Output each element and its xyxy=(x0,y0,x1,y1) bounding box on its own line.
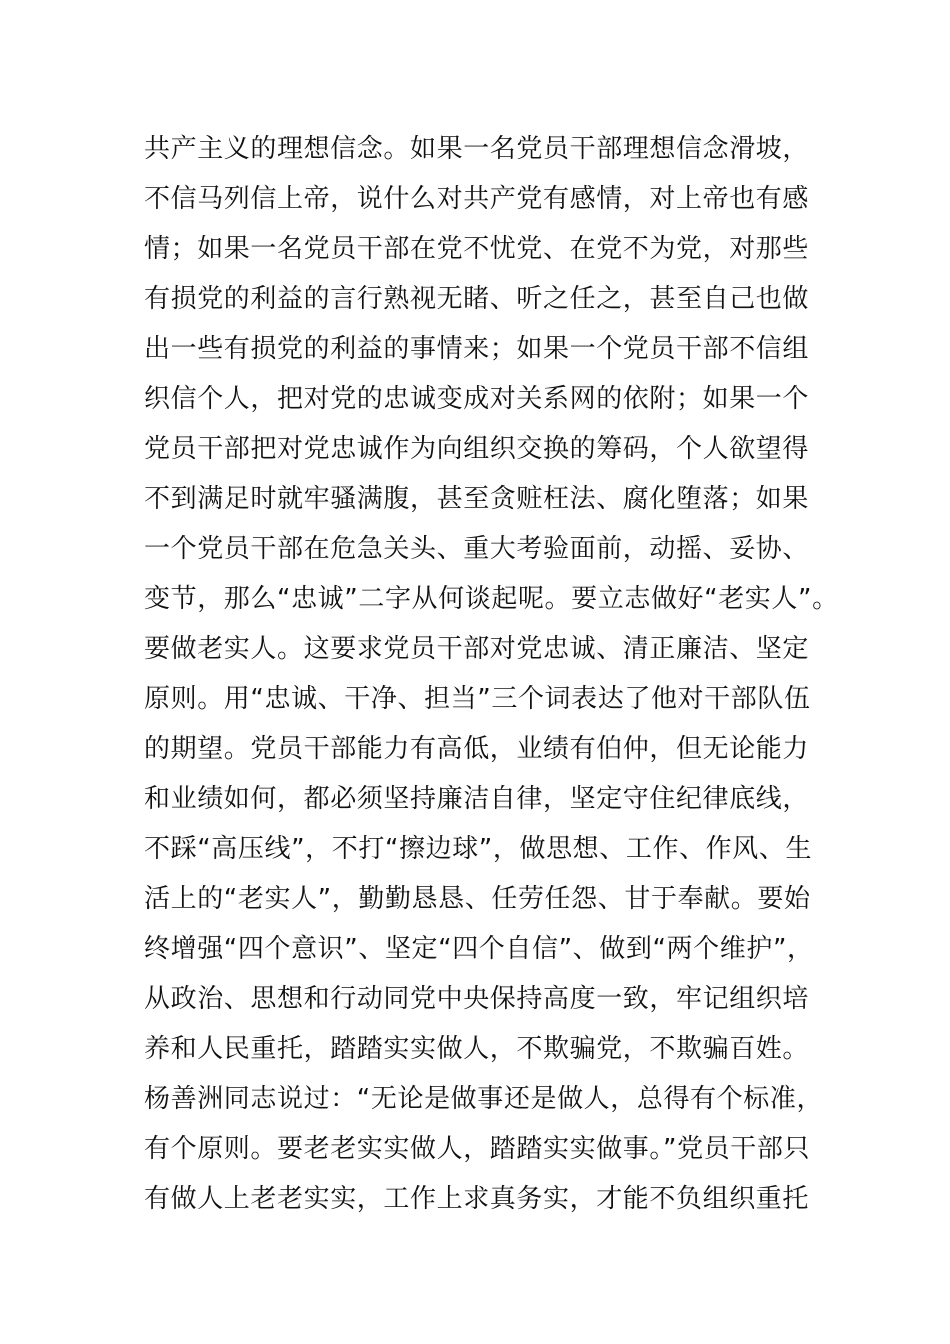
text-line: 不信马列信上帝，说什么对共产党有感情，对上帝也有感 xyxy=(144,184,810,214)
text-line: 活上的“老实人”，勤勤恳恳、任劳任怨、甘于奉献。要始 xyxy=(144,884,811,914)
text-line: 要做老实人。这要求党员干部对党忠诚、清正廉洁、坚定 xyxy=(144,634,810,664)
text-line: 织信个人，把对党的忠诚变成对关系网的依附；如果一个 xyxy=(144,384,810,414)
text-line: 杨善洲同志说过：“无论是做事还是做人，总得有个标准， xyxy=(144,1084,824,1114)
text-line: 变节，那么“忠诚”二字从何谈起呢。要立志做好“老实人”。 xyxy=(144,584,839,614)
text-line: 养和人民重托，踏踏实实做人，不欺骗党，不欺骗百姓。 xyxy=(144,1034,810,1064)
text-line: 不到满足时就牢骚满腹，甚至贪赃枉法、腐化堕落；如果 xyxy=(144,484,810,514)
text-line: 有做人上老老实实，工作上求真务实，才能不负组织重托 xyxy=(144,1184,810,1214)
text-line: 从政治、思想和行动同党中央保持高度一致，牢记组织培 xyxy=(144,984,810,1014)
text-line: 出一些有损党的利益的事情来；如果一个党员干部不信组 xyxy=(144,334,810,364)
text-line: 不踩“高压线”，不打“擦边球”，做思想、工作、作风、生 xyxy=(144,834,813,864)
text-line: 和业绩如何，都必须坚持廉洁自律，坚定守住纪律底线， xyxy=(144,784,810,814)
body-text xyxy=(144,124,839,1224)
text-line: 原则。用“忠诚、干净、担当”三个词表达了他对干部队伍 xyxy=(144,684,811,714)
text-line: 党员干部把对党忠诚作为向组织交换的筹码，个人欲望得 xyxy=(144,434,810,464)
text-line: 共产主义的理想信念。如果一名党员干部理想信念滑坡， xyxy=(144,134,810,164)
text-line: 终增强“四个意识”、坚定“四个自信”、做到“两个维护”， xyxy=(144,934,814,964)
text-line: 有个原则。要老老实实做人，踏踏实实做事。”党员干部只 xyxy=(144,1134,811,1164)
text-line: 的期望。党员干部能力有高低，业绩有伯仲，但无论能力 xyxy=(144,734,810,764)
text-line: 情；如果一名党员干部在党不忧党、在党不为党，对那些 xyxy=(144,234,810,264)
text-line: 有损党的利益的言行熟视无睹、听之任之，甚至自己也做 xyxy=(144,284,810,314)
text-line: 一个党员干部在危急关头、重大考验面前，动摇、妥协、 xyxy=(144,534,810,564)
